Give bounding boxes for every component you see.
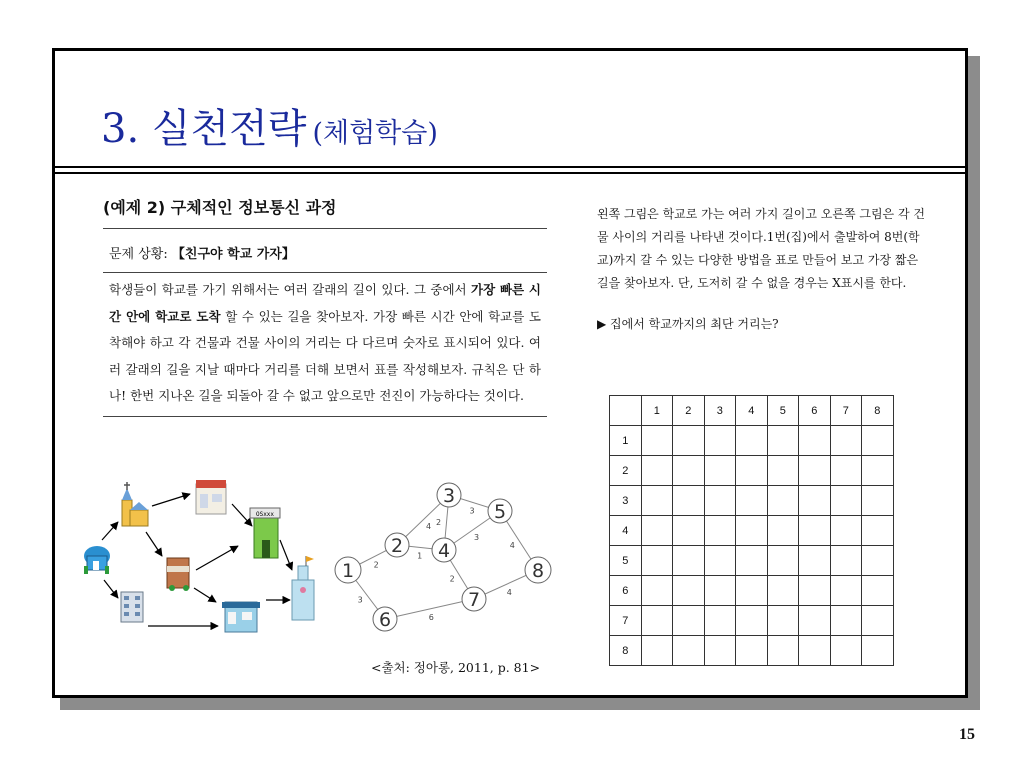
- building-sign: OSxxx: [255, 511, 275, 518]
- edge-weight-label: 4: [509, 540, 515, 550]
- page-number: 15: [959, 726, 975, 743]
- bottom-store-icon: [222, 602, 260, 632]
- route-map: [84, 480, 314, 632]
- table-header-cell: 7: [830, 396, 862, 426]
- example-heading: (예제 2) 구체적인 정보통신 과정: [103, 195, 547, 229]
- edge-weight-label: 2: [449, 574, 455, 584]
- house-icon: [84, 546, 110, 574]
- graph-node-label: 8: [531, 560, 545, 582]
- right-description: 왼쪽 그림은 학교로 가는 여러 가지 길이고 오른쪽 그림은 각 건물 사이의 거리를 나타낸 것이다.1번(집)에서 출발하여 8번(학교)까지 갈 수 있는 다양한 방법을 표로 만들어 보고 가장 짧은 길을 찾아보자. 단, 도저히 갈 수 없을 경우는 X표시를 한다.: [597, 207, 925, 290]
- edge-weight-label: 3: [474, 533, 480, 543]
- table-header-cell: 6: [799, 396, 831, 426]
- graph-nodes: [335, 483, 551, 631]
- graph-node-label: 2: [390, 535, 404, 557]
- shop-icon: [196, 480, 226, 514]
- edge-weight-label: 2: [435, 517, 442, 527]
- school-icon: [292, 556, 314, 620]
- title-main: 3. 실천전략: [101, 106, 307, 152]
- edge-weight-label: 4: [425, 521, 432, 531]
- edge-weight-label: 3: [469, 506, 475, 516]
- store-icon: [167, 558, 189, 591]
- title-sub: (체험학습): [312, 118, 438, 149]
- edge-weight-label: 3: [357, 595, 363, 605]
- body-bold: 가장 빠른 시간 안에 학교로 도착: [109, 282, 541, 324]
- graph-node-label: 3: [442, 485, 456, 507]
- table-row-label: 4: [610, 516, 642, 546]
- table-header-cell: 5: [767, 396, 799, 426]
- question-line: ▶ 집에서 학교까지의 최단 거리는?: [597, 317, 779, 331]
- table-row-label: 5: [610, 546, 642, 576]
- table-row-label: 6: [610, 576, 642, 606]
- table-row-label: 7: [610, 606, 642, 636]
- table-header-cell: 8: [862, 396, 894, 426]
- green-building-icon: [250, 508, 280, 558]
- table-row-label: 8: [610, 636, 642, 666]
- edge-weight-label: 6: [428, 612, 434, 622]
- table-header-cell: 1: [641, 396, 673, 426]
- edge-weight-label: 4: [506, 587, 512, 597]
- graph-node-label: 5: [493, 501, 507, 523]
- table-row-label: 2: [610, 456, 642, 486]
- graph-node-label: 6: [378, 609, 392, 631]
- edge-weight-label: 2: [373, 560, 379, 570]
- body-pre: 학생들이 학교를 가기 위해서는 여러 갈래의 길이 있다. 그 중에서: [109, 282, 472, 297]
- edge-weight-label: 1: [417, 551, 423, 561]
- graph-node-label: 1: [341, 560, 355, 582]
- table-header-cell: 3: [704, 396, 736, 426]
- table-row-label: 1: [610, 426, 642, 456]
- church-icon: [122, 482, 148, 526]
- problem-label: 문제 상황:: [109, 247, 168, 262]
- graph-node-label: 4: [437, 540, 451, 562]
- table-header-cell: 2: [673, 396, 705, 426]
- graph-node-label: 7: [467, 589, 481, 611]
- office-icon: [121, 592, 143, 622]
- problem-title: 【친구야 학교 가자】: [171, 247, 295, 262]
- table-row-label: 3: [610, 486, 642, 516]
- figure-caption: <출처: 정아롱, 2011, p. 81>: [371, 660, 541, 675]
- table-header-cell: 4: [736, 396, 768, 426]
- body-post: 할 수 있는 길을 찾아보자. 가장 빠른 시간 안에 학교를 도착해야 하고 각 건물과 건물 사이의 거리는 다 다르며 숫자로 표시되어 있다. 여러 갈래의 길을 지날 때마다 거리를 더해 보면서 표를 작성해보자. 규칙은 단 하나! 한번 지나온 길을 되돌아 갈 수 없고 앞으로만 전진이 가능하다는 것이다.: [109, 308, 541, 403]
